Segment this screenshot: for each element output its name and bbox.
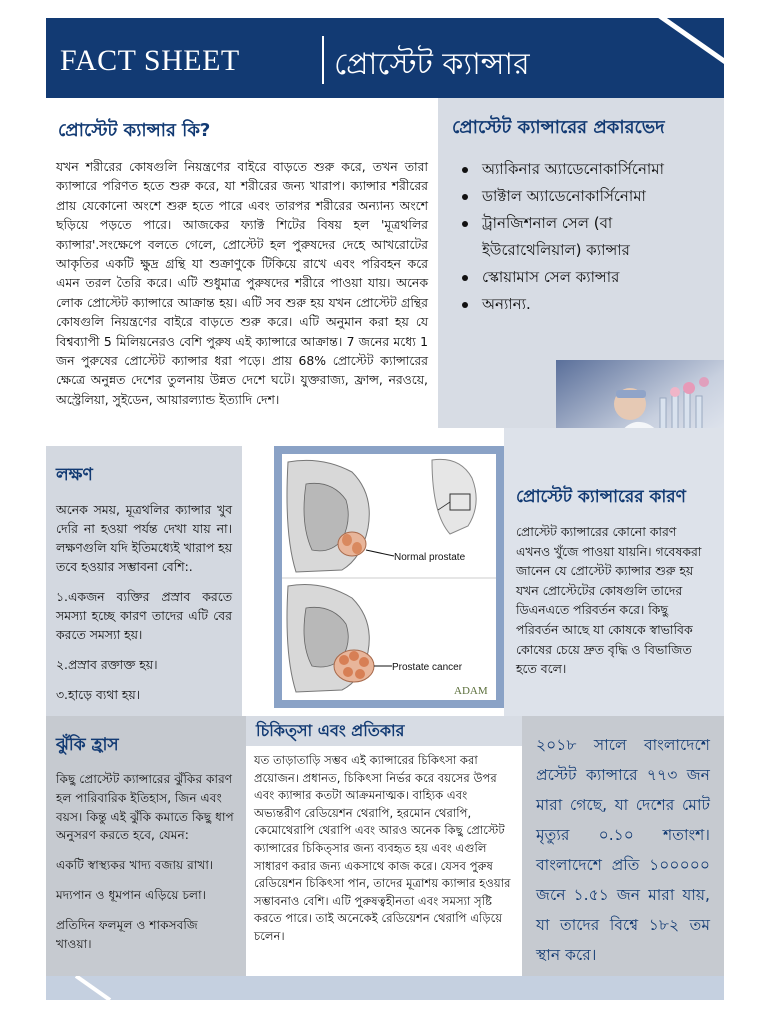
- what-is-title: প্রোস্টেট ক্যান্সার কি?: [58, 120, 211, 141]
- types-list: [452, 156, 710, 318]
- risk-paragraph: প্রতিদিন ফলমূল ও শাকসবজি খাওয়া।: [56, 917, 198, 951]
- symptoms-paragraph: ৩.হাড়ে ব্যথা হয়।: [56, 687, 141, 702]
- symptoms-title: লক্ষণ: [56, 465, 93, 485]
- risk-paragraph: মদ্যপান ও ধূমপান এড়িয়ে চলা।: [56, 887, 207, 902]
- header-title-english: FACT SHEET: [60, 44, 240, 77]
- treatment-body: যত তাড়াতাড়ি সম্ভব এই ক্যান্সারের চিকিৎসা করা প্রয়োজন। প্রধানত, চিকিৎসা নির্ভর করে বয়সের উপর এবং ক্যান্সার কতটা আক্রমনাত্মক। বাহ্যিক এবং অভ্যন্তরীণ রেডিয়েশন থেরাপি, হরমোন থেরাপি, কেমোথেরাপি থেরাপি এবং আরও অনেক কিছু প্রোস্টেট ক্যান্সারের চিকিত্সার জন্য ব্যবহৃত হয় এবং এগুলি সাধারণ করার জন্য একসাথে কাজ করে। যেসব পুরুষ রেডিয়েশন চিকিৎসা পান, তাদের মূত্রাশয় ক্যান্সার হওয়ার সম্ভাবনাও বেশি। এটি পুরুষত্বহীনতা এবং সমস্যা সৃষ্টি করতে পারে। তাই অনেকেই রেডিয়েশন থেরাপি এড়িয়ে চলেন।: [254, 753, 511, 943]
- risk-paragraph: একটি স্বাস্থ্যকর খাদ্য বজায় রাখা।: [56, 858, 214, 873]
- diagram-label-normal: Normal prostate: [394, 552, 466, 563]
- statistics-body: ২০১৮ সালে বাংলাদেশে প্রস্টেট ক্যান্সারে ৭৭৩ জন মারা গেছে, যা দেশের মোট মৃত্যুর ০.১০ শতাংশ। বাংলাদেশে প্রতি ১০০০০০ জনে ১.৫১ জন মারা যায়, যা তাদের বিশ্বে ১৮২ তম স্থান করে।: [536, 736, 710, 964]
- what-is-body: যখন শরীরের কোষগুলি নিয়ন্ত্রণের বাইরে বাড়তে শুরু করে, তখন তারা ক্যান্সারে পরিণত হতে শুরু করে, যা শরীরের জন্য খারাপ। ক্যান্সার শরীরের প্রায় যেকোনো অংশে শুরু হতে পারে এবং তারপর শরীরের অন্যান্য অংশে ছড়িয়ে পড়তে পারে। আজকের ফ্যাক্ট শিটের বিষয় হল 'মূত্রথলির ক্যান্সার'.সংক্ষেপে বলতে গেলে, প্রোস্টেট হল পুরুষদের দেহে আখরোটের আকৃতির একটি ক্ষুদ্র গ্রন্থি যা শুক্রাণুকে টিকিয়ে রাখে এবং পরিবহন করে এমন তরল তৈরি করে। এটি শুধুমাত্র পুরুষদের শরীরে পাওয়া যায়। অনেক লোক প্রোস্টেট ক্যান্সারে আক্রান্ত হয়। এটি সব শুরু হয় যখন প্রোস্টেট গ্রন্থির কোষগুলি নিয়ন্ত্রণের বাইরে বাড়তে শুরু করে। এটি অনুমান করা হয় যে বিশ্বব্যাপী 5 মিলিয়নেরও বেশি পুরুষ এই ক্যান্সারে আক্রান্ত। 7 জনের মধ্যে 1 জন পুরুষের প্রোস্টেট ক্যান্সার ধরা পড়ে। প্রায় 68% প্রোস্টেট ক্যান্সারের ক্ষেত্রে অনুন্নত দেশের তুলনায় উন্নত দেশে ঘটে। যুক্তরাজ্য, ফ্রান্স, নরওয়ে, অস্ট্রেলিয়া, সুইডেন, আয়ারল্যান্ড ইত্যাদি দেশ।: [56, 159, 428, 407]
- list-item: ট্রানজিশনাল সেল (বা ইউরোথেলিয়াল) ক্যান্সার: [482, 210, 710, 264]
- risk-reduction-section: [46, 716, 246, 976]
- symptoms-paragraph: ১.একজন ব্যক্তির প্রস্রাব করতে সমস্যা হচ্ছে কারণ তাদের এটি বের করতে সমস্যা হয়।: [56, 589, 232, 642]
- what-is-section: [46, 98, 438, 446]
- causes-title: প্রোস্টেট ক্যান্সারের কারণ: [516, 487, 686, 507]
- causes-body: প্রোস্টেট ক্যান্সারের কোনো কারণ এখনও খুঁজে পাওয়া যায়নি। গবেষকরা জানেন যে প্রোস্টেট ক্যান্সার শুরু হয় যখন প্রোস্টেটের কোষগুলি তাদের ডিএনএতে পরিবর্তন করে। কিছু পরিবর্তন আছে যা কোষকে স্বাভাবিক কোষের চেয়ে দ্রুত বৃদ্ধি ও বিভাজিত হতে বলে।: [516, 524, 702, 677]
- list-item: স্কোয়ামাস সেল ক্যান্সার: [482, 264, 710, 291]
- treatment-title-bar: [246, 716, 522, 746]
- statistics-section: [522, 716, 724, 976]
- prostate-diagram: [282, 454, 496, 700]
- risk-paragraph: কিছু প্রোস্টেট ক্যান্সারের ঝুঁকির কারণ হল পারিবারিক ইতিহাস, জিন এবং বয়স। কিন্তু এই ঝুঁকি কমাতে কিছু ধাপ অনুসরণ করতে হবে, যেমন:: [56, 772, 234, 843]
- symptoms-paragraph: ২.প্রস্রাব রক্তাক্ত হয়।: [56, 657, 158, 672]
- list-item: অন্যান্য.: [482, 291, 710, 318]
- diagram-label-cancer: Prostate cancer: [392, 662, 463, 673]
- symptoms-paragraph: অনেক সময়, মূত্রথলির ক্যান্সার খুব দেরি না হওয়া পর্যন্ত দেখা যায় না। লক্ষণগুলি যদি ইতিমধ্যেই খারাপ হয় তবে হওয়ার সম্ভাবনা বেশি:.: [56, 502, 232, 574]
- header-divider: [322, 36, 324, 84]
- list-item: ডাক্টাল অ্যাডেনোকার্সিনোমা: [482, 183, 710, 210]
- footer-bar: [46, 976, 724, 1000]
- header-banner: [46, 18, 724, 98]
- prostate-diagram-frame: [274, 446, 504, 708]
- causes-section: [504, 428, 724, 718]
- treatment-section: [246, 716, 522, 976]
- treatment-title: চিকিত্সা এবং প্রতিকার: [256, 721, 405, 740]
- footer-decoration-stripe: [46, 976, 724, 1000]
- symptoms-section: [46, 446, 242, 716]
- header-title-bengali: প্রোস্টেট ক্যান্সার: [334, 47, 530, 82]
- risk-title: ঝুঁকি হ্রাস: [56, 735, 119, 755]
- diagram-brand-logo: ADAM: [454, 685, 488, 697]
- types-title: প্রোস্টেট ক্যান্সারের প্রকারভেদ: [452, 117, 665, 138]
- header-decoration-stripe: [634, 12, 734, 82]
- list-item: অ্যাকিনার অ্যাডেনোকার্সিনোমা: [482, 156, 710, 183]
